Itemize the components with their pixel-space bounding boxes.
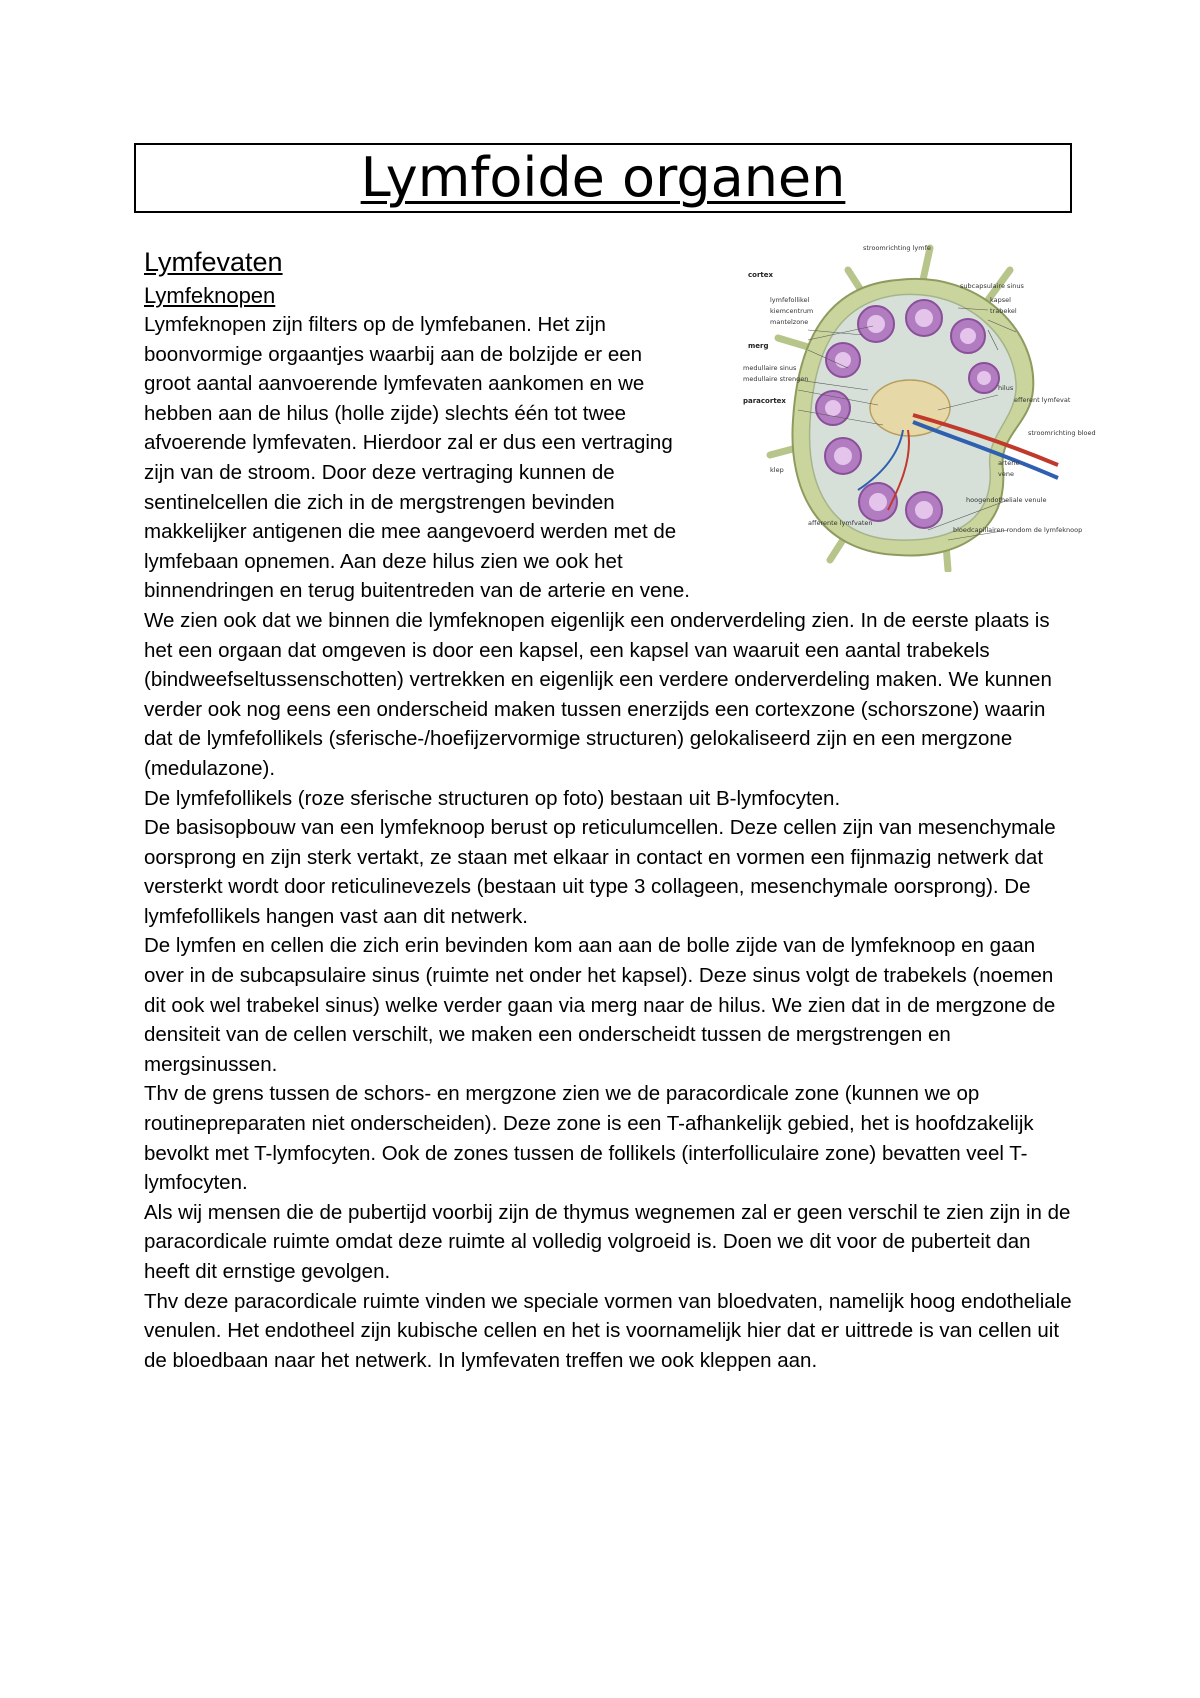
heading-lymfeknopen: Lymfeknopen bbox=[144, 283, 276, 308]
title-box bbox=[134, 143, 1072, 213]
label-medullaire-sinus: medullaire sinus bbox=[743, 364, 797, 372]
lymph-node-illustration bbox=[698, 240, 1098, 572]
label-bloedcapillairen: bloedcapillairen rondom de lymfeknoop bbox=[953, 526, 1083, 534]
heading-lymfevaten: Lymfevaten bbox=[144, 247, 283, 277]
label-mantelzone: mantelzone bbox=[770, 318, 809, 326]
paragraph-7: Als wij mensen die de pubertijd voorbij zijn de thymus wegnemen zal er geen verschil te zien zijn in de paracordicale ruimte omdat deze ruimte al volledig volgroeid is. Doen we dit voor de puberteit dan heeft dit ernstige gevolgen. bbox=[144, 1200, 1071, 1283]
label-merg: merg bbox=[748, 342, 769, 350]
lymph-node-diagram bbox=[698, 240, 1098, 572]
label-vene: vene bbox=[998, 470, 1014, 478]
label-efferent-lymfevat: efferent lymfevat bbox=[1014, 396, 1071, 404]
label-stroomrichting-lymfe: stroomrichting lymfe bbox=[863, 244, 931, 252]
label-medullaire-strengen: medullaire strengen bbox=[743, 375, 809, 383]
paragraph-6: Thv de grens tussen de schors- en mergzone zien we de paracordicale zone (kunnen we op routinepreparaten niet onderscheiden). Deze zone is een T-afhankelijk gebied, het is hoofdzakelijk bevolkt met T-lymfocyten. Ook de zones tussen de follikels (interfolliculaire zone) bevatten veel T-lymfocyten. bbox=[144, 1082, 1034, 1195]
paragraph-3: De lymfefollikels (roze sferische structuren op foto) bestaan uit B-lymfocyten. bbox=[144, 786, 841, 810]
paragraph-1: Lymfeknopen zijn filters op de lymfebanen. Het zijn boonvormige orgaantjes waarbij aan de bolzijde er een groot aantal aanvoerende lymfevaten aankomen en we hebben aan de hilus (holle zijde) slechts één tot twee afvoerende lymfevaten. Hierdoor zal er dus een vertraging zijn van de stroom. Door deze vertraging kunnen de sentinelcellen die zich in de mergstrengen bevinden makkelijker antigenen die mee aangevoerd werden met de lymfebaan opnemen. Aan deze hilus zien we ook het binnendringen en terug buitentreden van de arterie en vene. bbox=[144, 313, 690, 603]
label-kiemcentrum: kiemcentrum bbox=[770, 307, 814, 315]
paragraph-8: Thv deze paracordicale ruimte vinden we speciale vormen van bloedvaten, namelijk hoog endotheliale venulen. Het endotheel zijn kubische cellen en het is voornamelijk hier dat er uittrede is van cellen uit de bloedbaan naar het netwerk. In lymfevaten treffen we ook kleppen aan. bbox=[144, 1289, 1072, 1372]
label-paracortex: paracortex bbox=[743, 397, 786, 405]
label-afferente-lymfvaten: afferente lymfvaten bbox=[808, 519, 873, 527]
paragraph-2: We zien ook dat we binnen die lymfeknopen eigenlijk een onderverdeling zien. In de eerste plaats is het een orgaan dat omgeven is door een kapsel, een kapsel van waaruit een aantal trabekels (bindweefseltussenschotten) vertrekken en eigenlijk een verdere onderverdeling maken. We kunnen verder ook nog eens een onderscheid maken tussen enerzijds een cortexzone (schorszone) waarin dat de lymfefollikels (sferische-/hoefijzervormige structuren) gelokaliseerd zijn en een mergzone (medulazone). bbox=[144, 608, 1052, 780]
label-stroomrichting-bloed: stroomrichting bloed bbox=[1028, 429, 1096, 437]
label-hilus: hilus bbox=[998, 384, 1014, 392]
label-lymfefollikel: lymfefollikel bbox=[770, 296, 810, 304]
label-subcapsulaire-sinus: subcapsulaire sinus bbox=[960, 282, 1024, 290]
paragraph-5: De lymfen en cellen die zich erin bevinden kom aan aan de bolle zijde van de lymfeknoop en gaan over in de subcapsulaire sinus (ruimte net onder het kapsel). Deze sinus volgt de trabekels (noemen dit ook wel trabekel sinus) welke verder gaan via merg naar de hilus. We zien dat in de mergzone de densiteit van de cellen verschilt, we maken een onderscheidt tussen de mergstrengen en mergsinussen. bbox=[144, 934, 1056, 1076]
label-hoogendotheliale-venule: hoogendotheliale venule bbox=[966, 496, 1047, 504]
page-title: Lymfoide organen bbox=[360, 146, 846, 209]
label-cortex: cortex bbox=[748, 271, 774, 279]
label-arterie: arterie bbox=[998, 459, 1020, 467]
label-kapsel: kapsel bbox=[990, 296, 1011, 304]
paragraph-4: De basisopbouw van een lymfeknoop berust op reticulumcellen. Deze cellen zijn van mesenchymale oorsprong en zijn sterk vertakt, ze staan met elkaar in contact en vormen een fijnmazig netwerk dat versterkt wordt door reticulinevezels (bestaan uit type 3 collageen, mesenchymale oorsprong). De lymfefollikels hangen vast aan dit netwerk. bbox=[144, 816, 1056, 928]
label-trabekel: trabekel bbox=[990, 307, 1017, 315]
label-klep: klep bbox=[770, 466, 784, 474]
document-body bbox=[144, 244, 1096, 1375]
